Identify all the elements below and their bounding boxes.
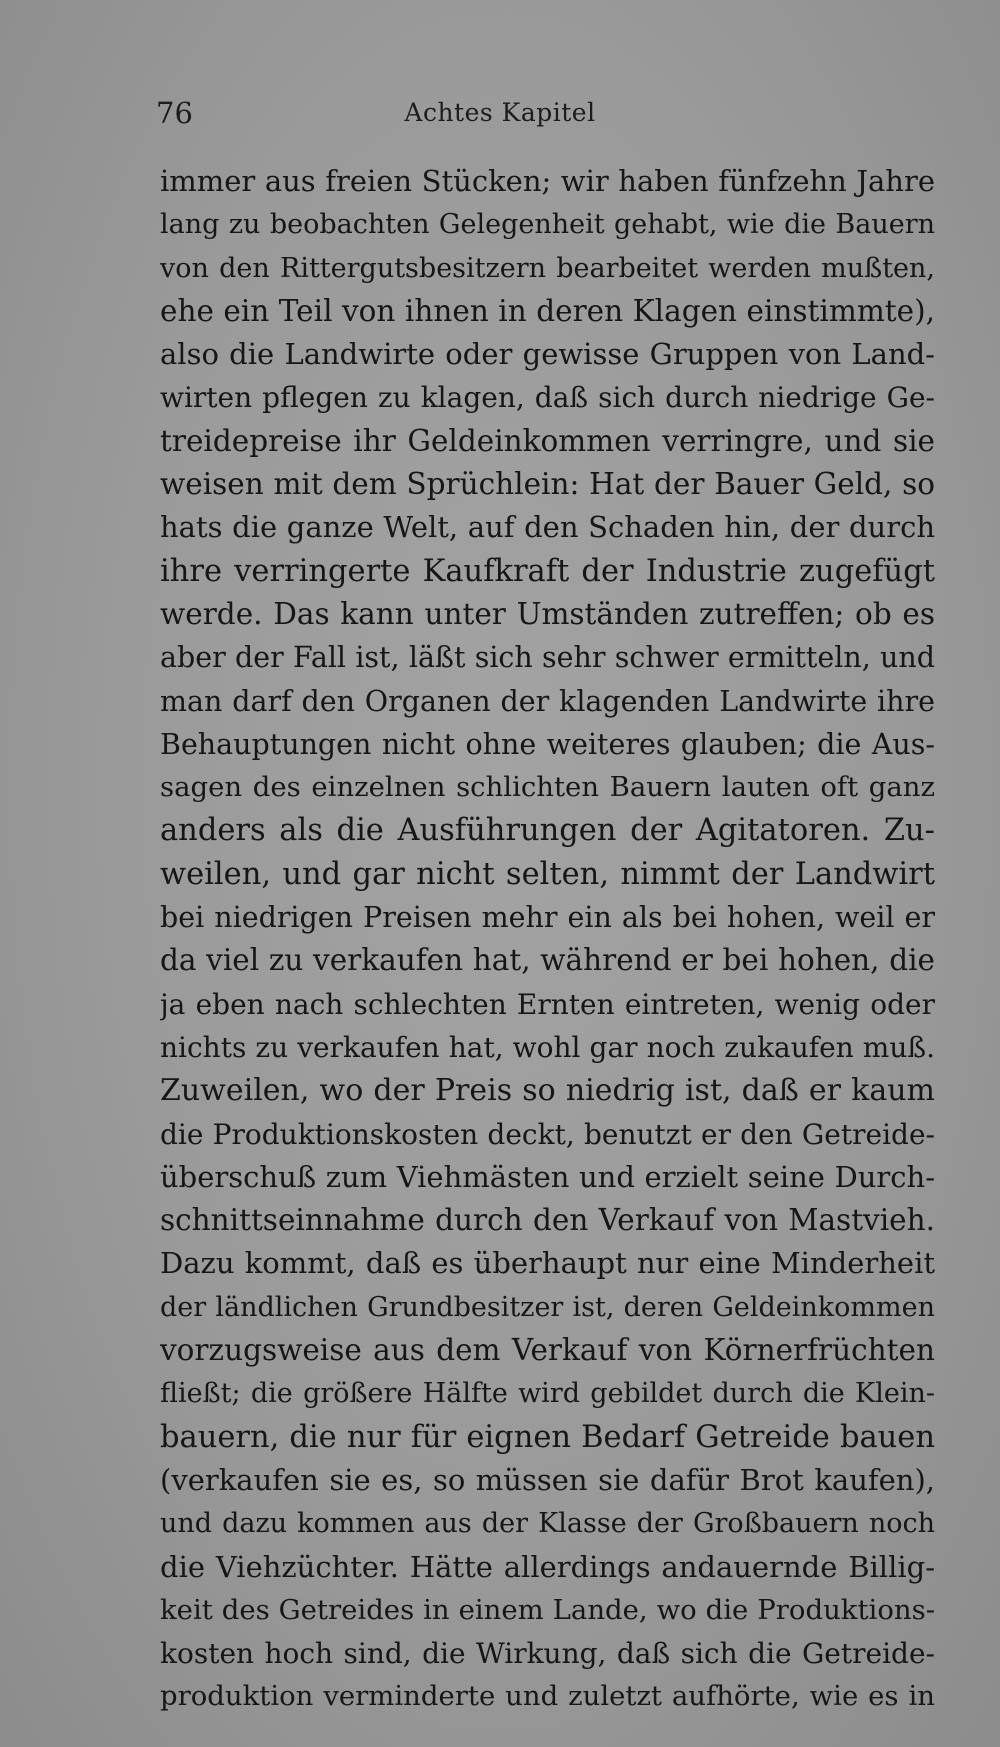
text-line: überschuß zum Viehmästen und erzielt seine Durch- [160, 1159, 935, 1194]
text-line: der ländlichen Grundbesitzer ist, deren Geldeinkommen [160, 1291, 935, 1323]
text-line: lang zu beobachten Gelegenheit gehabt, wie die Bauern [160, 209, 935, 241]
text-line: ja eben nach schlechten Ernten eintreten, wenig oder [160, 987, 935, 1021]
text-line: weisen mit dem Sprüchlein: Hat der Bauer Geld, so [160, 467, 935, 502]
text-line: hats die ganze Welt, auf den Schaden hin, der durch [160, 510, 935, 545]
text-line: Zuweilen, wo der Preis so niedrig ist, daß er kaum [160, 1073, 935, 1109]
text-line: die Viehzüchter. Hätte allerdings andauernde Billig- [160, 1549, 935, 1584]
text-line: man darf den Organen der klagenden Landwirte ihre [160, 684, 935, 718]
text-line: schnittseinnahme durch den Verkauf von Mastvieh. [160, 1203, 935, 1238]
text-line: weilen, und gar nicht selten, nimmt der Landwirt [160, 856, 935, 892]
text-line: wirten pflegen zu klagen, daß sich durch niedrige Ge- [160, 381, 935, 415]
text-line: bei niedrigen Preisen mehr ein als bei hohen, weil er [160, 901, 935, 935]
text-line: ehe ein Teil von ihnen in deren Klagen einstimmte), [160, 293, 935, 328]
text-line: vorzugsweise aus dem Verkauf von Körnerfrüchten [160, 1333, 935, 1368]
text-line: produktion verminderte und zuletzt aufhörte, wie es in [160, 1680, 935, 1713]
text-line: kosten hoch sind, die Wirkung, daß sich die Getreide- [160, 1637, 935, 1671]
page-number: 76 [156, 96, 193, 130]
text-line: keit des Getreides in einem Lande, wo die Produktions- [160, 1593, 935, 1626]
text-line: da viel zu verkaufen hat, während er bei hohen, die [160, 943, 935, 978]
text-line: anders als die Ausführungen der Agitatoren. Zu- [160, 813, 935, 849]
text-line: (verkaufen sie es, so müssen sie dafür Brot kaufen), [160, 1462, 935, 1497]
text-line: bauern, die nur für eignen Bedarf Getreide bauen [160, 1419, 935, 1455]
text-line: aber der Fall ist, läßt sich sehr schwer ermitteln, und [160, 641, 935, 675]
body-text [160, 160, 935, 1719]
running-head: Achtes Kapitel [404, 98, 596, 127]
text-line: also die Landwirte oder gewisse Gruppen von Land- [160, 337, 935, 372]
text-line: und dazu kommen aus der Klasse der Großbauern noch [160, 1508, 935, 1540]
text-line: sagen des einzelnen schlichten Bauern lauten oft ganz [160, 771, 935, 804]
text-line: von den Rittergutsbesitzern bearbeitet werden mußten, [160, 252, 935, 284]
text-line: werde. Das kann unter Umständen zutreffen; ob es [160, 596, 935, 631]
text-line: treidepreise ihr Geldeinkommen verringre, und sie [160, 423, 935, 458]
text-line: die Produktionskosten deckt, benutzt er den Getreide- [160, 1117, 935, 1151]
text-line: immer aus freien Stücken; wir haben fünfzehn Jahre [160, 164, 935, 198]
text-line: fließt; die größere Hälfte wird gebildet durch die Klein- [160, 1378, 935, 1410]
text-line: nichts zu verkaufen hat, wohl gar noch zukaufen muß. [160, 1030, 935, 1064]
text-line: ihre verringerte Kaufkraft der Industrie zugefügt [160, 553, 935, 589]
text-line: Dazu kommt, daß es überhaupt nur eine Minderheit [160, 1246, 935, 1281]
text-line: Behauptungen nicht ohne weiteres glauben; die Aus- [160, 727, 935, 761]
